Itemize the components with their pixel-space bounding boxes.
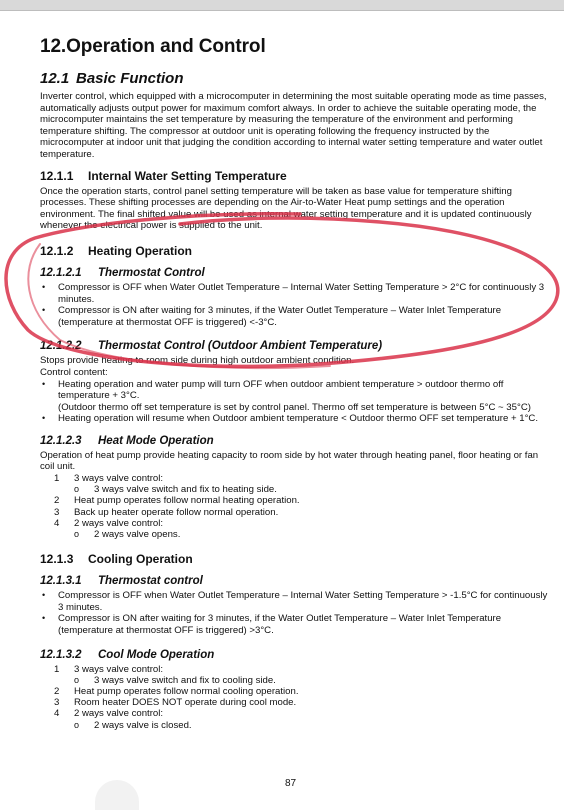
sub-bullet-icon: o [74,529,80,540]
ambient-control-list [40,379,550,425]
section-number: 12.1.3.2 [40,648,82,661]
list-item: 3 Room heater DOES NOT operate during cool mode. [54,697,297,709]
list-item: 4 2 ways valve control: o 2 ways valve opens. [54,518,550,540]
section-heading-12-1 [40,70,550,87]
section-number: 12.1.2.1 [40,266,82,279]
bullet-icon: • [42,281,46,292]
section-title: Heating Operation [88,243,193,258]
heating-thermostat-list [40,282,550,328]
list-item: 3 Back up heater operate follow normal operation. [54,506,279,518]
section-title: Heat Mode Operation [98,434,214,447]
section-title: Cooling Operation [88,552,193,567]
section-number: 12.1.3 [40,552,74,567]
section-heading-12-1-2-1 [40,267,550,279]
control-content-label: Control content: [40,366,108,378]
list-item: 1 3 ways valve control: o 3 ways valve switch and fix to heating side. [54,473,550,495]
sub-list-item: o 2 ways valve opens. [74,529,181,541]
list-item: • Heating operation will resume when Outdoor ambient temperature < Outdoor thermo OFF set temperature + 1°C. [42,413,539,425]
sub-bullet-icon: o [74,674,80,685]
list-item: • Compressor is OFF when Water Outlet Temperature – Internal Water Setting Temperature > 2°C for continuously 3 minutes. [42,281,545,305]
section-title: Basic Function [76,70,184,87]
list-item: 2 Heat pump operates follow normal heating operation. [54,495,300,507]
list-item: • Heating operation and water pump will turn OFF when outdoor ambient temperature > outdoor thermo off temperature + 3°C. (Outdoor thermo off set temperature is set by control panel. Thermo off set temperature is between 5°C ~ 35°C) [42,378,531,413]
sub-list-item: o 3 ways valve switch and fix to heating side. [74,484,277,496]
list-item: 2 Heat pump operates follow normal cooling operation. [54,686,299,698]
section-title: Thermostat Control (Outdoor Ambient Temperature) [98,340,383,353]
list-item: • Compressor is ON after waiting for 3 minutes, if the Water Outlet Temperature – Water Inlet Temperature (temperature at thermostat OFF is triggered) >3°C. [42,613,502,637]
ambient-intro-line: Stops provide heating to room side during high outdoor ambient condition. [40,355,355,367]
page-number: 87 [285,778,297,789]
section-heading-12-1-2-2 [40,340,550,352]
section-number: 12.1.1 [40,168,74,183]
sub-bullet-icon: o [74,484,80,495]
section-number: 12.1.3.1 [40,575,82,588]
section-number: 12.1.2.3 [40,434,82,447]
basic-function-text: Inverter control, which equipped with a microcomputer in determining the most suitable operating mode as time passes, automatically adjusts output power for maximum comfort always. In order to achieve the suitable operating mode, the microcomputer maintains the set temperature by measuring the temperature of the environment and performing temperature shifting. The compressor at outdoor unit is operating following the frequency instructed by the microcomputer at indoor unit that judging the condition according to internal water setting temperature and water outlet temperature. [40,91,547,160]
section-heading-12-1-3-2 [40,649,550,661]
thermo-off-note: (Outdoor thermo off set temperature is set by control panel. Thermo off set temperature is between 5°C ~ 35°C) [58,401,531,413]
list-item: • Compressor is ON after waiting for 3 minutes, if the Water Outlet Temperature – Water Inlet Temperature (temperature at thermostat OFF is triggered) <-3°C. [42,305,502,328]
heat-mode-text: Operation of heat pump provide heating capacity to room side by hot water through heating panel, floor heating or fan coil unit. [40,449,539,473]
sub-list-item: o 2 ways valve is closed. [74,719,192,731]
sub-bullet-icon: o [74,719,80,730]
water-setting-text: Once the operation starts, control panel setting temperature will be taken as base value for temperature shifting processes. These shifting processes are depending on the Air-to-Water Heat pump settings and the operation environment. The final shifted value will be used as internal water setting temperature and it is updated continuously whenever the electrical power is supplied to the unit. [40,185,532,232]
bullet-icon: • [42,305,46,316]
section-heading-12-1-2-3 [40,435,550,447]
section-number: 12.1 [40,70,70,87]
bullet-icon: • [42,378,46,389]
heat-mode-steps [40,473,550,540]
bullet-icon: • [42,413,46,424]
chapter-title: 12.Operation and Control [40,36,266,57]
sub-list-item: o 3 ways valve switch and fix to cooling side. [74,674,276,686]
section-title: Thermostat Control [98,266,205,279]
document-page [40,36,550,731]
scroll-handle[interactable] [95,780,139,810]
section-number: 12.1.2.2 [40,340,82,353]
list-item: 4 2 ways valve control: o 2 ways valve is closed. [54,708,550,730]
section-title: Internal Water Setting Temperature [88,168,287,183]
section-heading-12-1-3-1 [40,575,550,587]
viewer-top-bar [0,0,564,11]
cool-mode-steps [40,664,550,731]
list-item: 1 3 ways valve control: o 3 ways valve switch and fix to cooling side. [54,664,550,686]
list-item: • Compressor is OFF when Water Outlet Temperature – Internal Water Setting Temperature > -1.5°C for continuously 3 minutes. [42,590,548,613]
section-heading-12-1-1 [40,169,550,183]
bullet-icon: • [42,613,46,624]
section-heading-12-1-3 [40,552,550,566]
section-number: 12.1.2 [40,243,74,258]
section-title: Cool Mode Operation [98,648,215,661]
section-title: Thermostat control [98,575,203,588]
section-heading-12-1-2 [40,244,550,258]
cooling-thermostat-list [40,590,550,636]
bullet-icon: • [42,590,46,601]
